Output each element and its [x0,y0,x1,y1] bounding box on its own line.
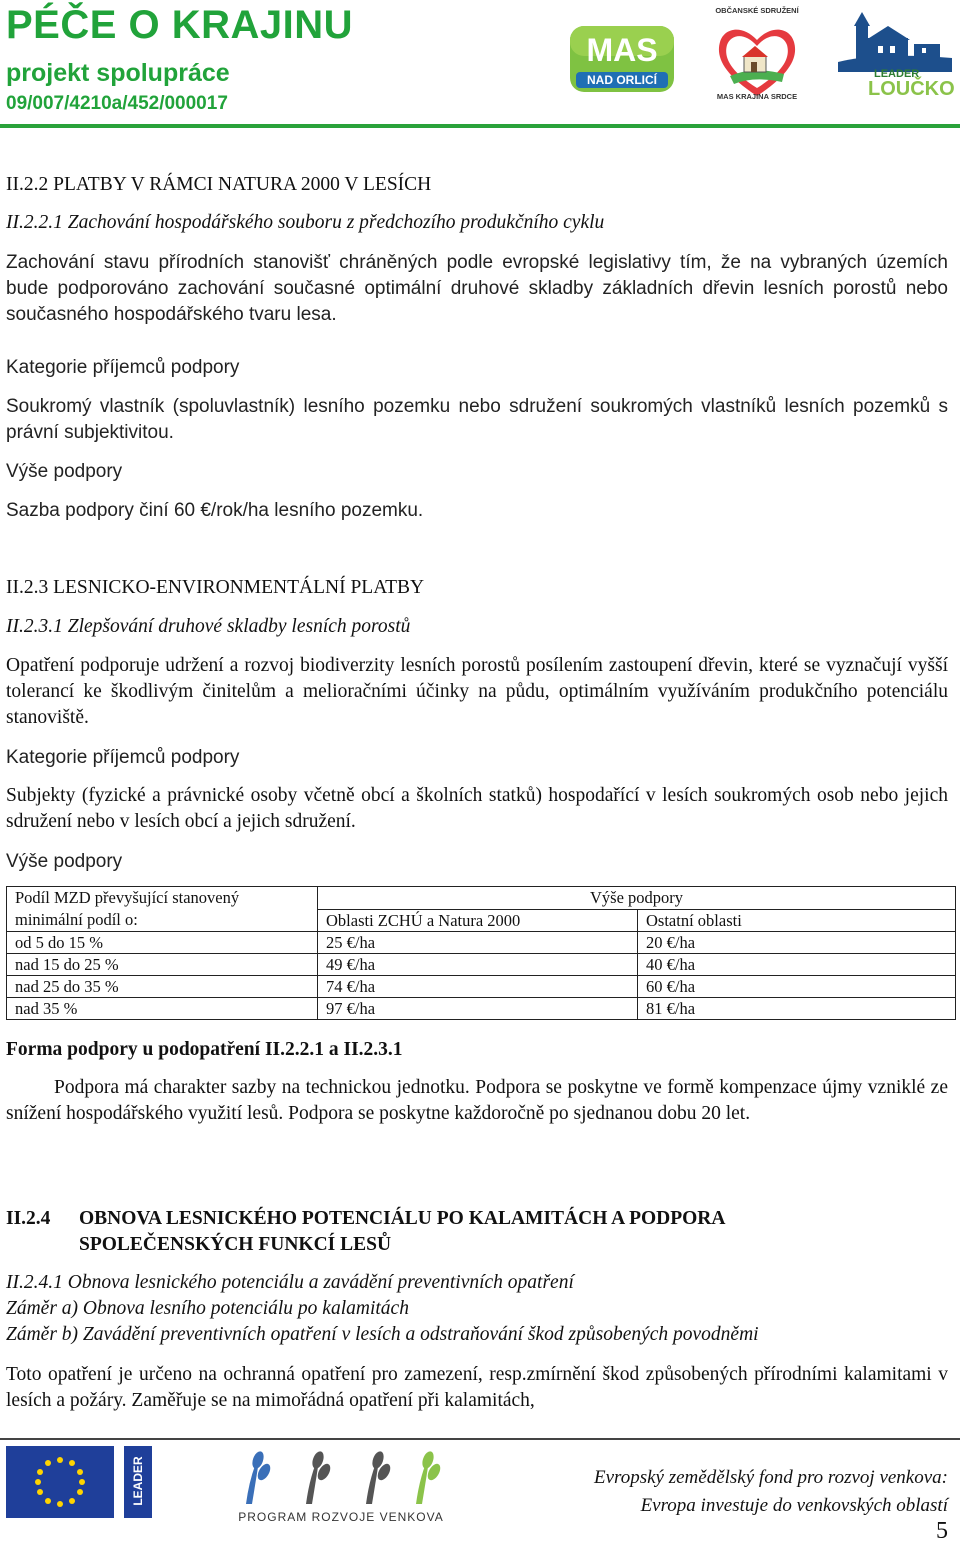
mas-krajina-srdce-logo [712,6,802,106]
amount-label: Výše podpory [6,461,123,482]
support-form-text: Podpora má charakter sazby na technickou jednotku. Podpora se poskytne ve formě kompenzace újmy vzniklé ze snížení hospodářského využití lesů. Podpora se poskytne každoročně po sjednanou dobu 20 let. [6,1077,948,1124]
support-form-heading: Forma podpory u podopatření II.2.2.1 a II.2.3.1 [6,1039,403,1060]
table-cell-range: nad 15 do 25 % [7,954,318,976]
table-cell-other: 20 €/ha [638,932,956,954]
recipients-label: Kategorie příjemců podpory [6,357,240,378]
section-heading-2-4-line1: OBNOVA LESNICKÉHO POTENCIÁLU PO KALAMITÁCH A PODPORA [79,1208,726,1229]
table-cell-range: od 5 do 15 % [7,932,318,954]
section-heading-2-4-1: II.2.4.1 Obnova lesnického potenciálu a zavádění preventivních opatření [6,1272,574,1293]
section-2-4-text: Toto opatření je určeno na ochranná opatření pro zamezení, resp.zmírnění škod způsobených přírodními kalamitami v lesích a požáry. Zaměřuje se na mimořádná opatření při kalamitách, [6,1364,948,1411]
table-header-share-line2: minimální podíl o: [15,910,138,929]
table-cell-natura: 74 €/ha [318,976,638,998]
mas-nad-orlici-logo [568,20,676,98]
support-rate-table [6,886,956,1020]
table-cell-range: nad 35 % [7,998,318,1020]
recipients-text: Soukromý vlastník (spoluvlastník) lesního pozemku nebo sdružení soukromých vlastníků lesních pozemků s právní subjektivitou. [6,396,948,443]
table-row [7,976,956,998]
table-header-amount: Výše podpory [318,887,956,910]
header-subtitle: projekt spolupráce [6,59,230,87]
page-number: 5 [936,1518,948,1544]
table-row [7,954,956,976]
table-cell-natura: 97 €/ha [318,998,638,1020]
amount-text: Sazba podpory činí 60 €/rok/ha lesního pozemku. [6,500,424,521]
table-cell-other: 81 €/ha [638,998,956,1020]
table-cell-natura: 49 €/ha [318,954,638,976]
table-header-natura: Oblasti ZCHÚ a Natura 2000 [318,909,638,932]
zamer-b: Záměr b) Zavádění preventivních opatření v lesích a odstraňování škod způsobených povodněmi [6,1324,759,1345]
table-header-row [7,887,956,910]
fund-line-1: Evropský zemědělský fond pro rozvoj venkova: [593,1467,948,1488]
header-rule [0,124,960,128]
table-header-share-line1: Podíl MZD převyšující stanovený [15,888,240,907]
footer-rule [0,1438,960,1440]
zamer-a-text: a) Obnova lesního potenciálu po kalamitách [61,1298,409,1319]
leader-logo-bottom: LOUČKO [868,78,955,100]
krajina-srdce-top-text: OBČANSKÉ SDRUŽENÍ [715,6,799,15]
table-row [7,998,956,1020]
section-heading-2-2-2: II.2.2 PLATBY V RÁMCI NATURA 2000 V LESÍCH [6,174,432,195]
eu-flag-icon [6,1446,114,1518]
program-rozvoje-venkova-logo [216,1444,466,1532]
section-heading-2-4-line2: SPOLEČENSKÝCH FUNKCÍ LESŮ [79,1234,392,1255]
mas-logo-main: MAS [586,32,658,68]
section-2-2-2-1-text: Zachování stavu přírodních stanovišť chráněných podle evropské legislativy tím, že na vybraných územích bude podporováno zachování současné optimální druhové skladby základních dřevin lesních porostů nebo současného hospodářského tvaru lesa. [6,252,948,325]
amount-label-2: Výše podpory [6,851,123,872]
table-row [7,932,956,954]
leader-footer-logo [124,1446,152,1518]
leader-footer-text: LEADER [131,1456,145,1506]
table-cell-range: nad 25 do 35 % [7,976,318,998]
section-heading-2-3-1: II.2.3.1 Zlepšování druhové skladby lesních porostů [6,616,411,637]
program-label: PROGRAM ROZVOJE VENKOVA [238,1510,444,1524]
recipients-label-2: Kategorie příjemců podpory [6,747,240,768]
leader-logo-top: LEADER [874,68,920,80]
recipients-text-2: Subjekty (fyzické a právnické osoby včetně obcí a školních statků) hospodařící v lesích soukromých osob nebo jejich sdružení nebo v lesích obcí a jejich sdružení. [6,785,948,832]
section-number-2-4: II.2.4 [6,1208,51,1229]
table-header-share [7,887,318,932]
zamer-a-label: Záměr [6,1298,57,1319]
section-heading-2-3: II.2.3 LESNICKO-ENVIRONMENTÁLNÍ PLATBY [6,577,425,598]
table-cell-other: 40 €/ha [638,954,956,976]
section-2-3-1-text: Opatření podporuje udržení a rozvoj biodiverzity lesních porostů posílením zastoupení dřevin, které se vyznačují vyšší tolerancí ke škodlivým činitelům a melioračními účinky na půdu, optimálním využíváním produkčního potenciálu stanoviště. [6,655,948,728]
fund-text [594,1464,948,1520]
mas-logo-sub: NAD ORLICÍ [587,73,657,87]
zamer-a [6,1296,948,1322]
fund-line-2: Evropa investuje do venkovských oblastí [640,1495,948,1516]
project-number: 09/007/4210a/452/000017 [6,93,228,114]
table-cell-natura: 25 €/ha [318,932,638,954]
leader-loucko-logo [838,12,955,104]
header-title: PÉČE O KRAJINU [6,3,354,47]
krajina-srdce-arc-text: MAS KRAJINA SRDCE [716,92,798,101]
section-heading-2-2-2-1: II.2.2.1 Zachování hospodářského souboru z předchozího produkčního cyklu [6,212,605,233]
table-cell-other: 60 €/ha [638,976,956,998]
table-header-other: Ostatní oblasti [638,909,956,932]
